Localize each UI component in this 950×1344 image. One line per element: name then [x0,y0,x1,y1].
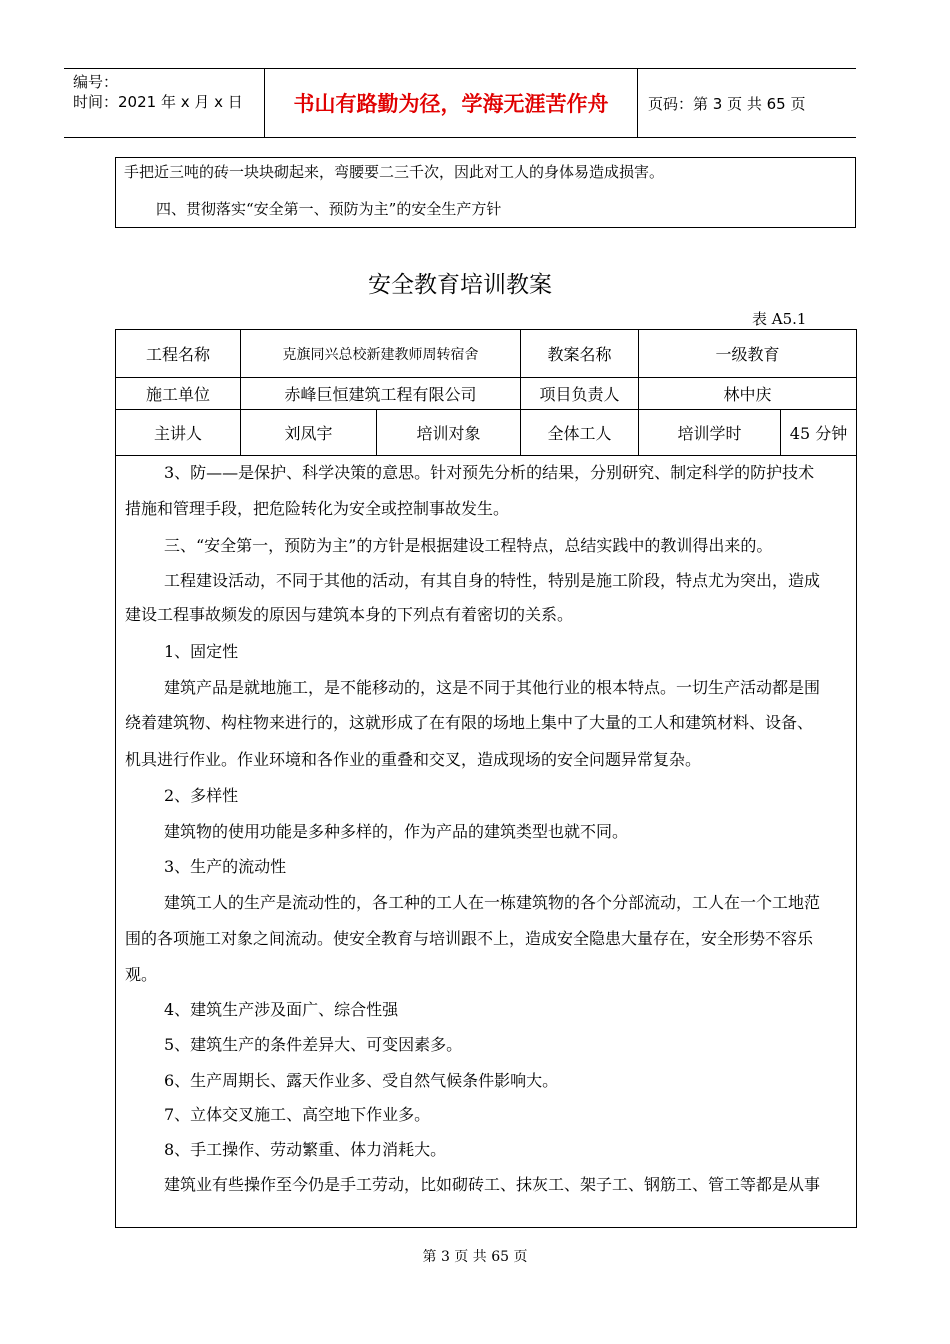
plan-name-value: 一级教育 [715,345,780,364]
header-meta [64,69,265,137]
content-line: 建筑工人的生产是流动性的，各工种的工人在一栋建筑物的各个分部流动，工人在一个工地范 [164,893,821,912]
content-line: 1、固定性 [164,642,239,661]
table-number: 表 A5.1 [752,310,807,328]
page-number-label: 页码：第 3 页 共 65 页 [648,94,806,113]
continuation-line: 手把近三吨的砖一块块砌起来，弯腰要二三千次，因此对工人的身体易造成损害。 [124,163,665,181]
target-label: 培训对象 [416,424,481,443]
speaker-value: 刘凤宇 [284,424,333,443]
page-header [64,68,856,138]
content-line: 建筑物的使用功能是多种多样的，作为产品的建筑类型也就不同。 [164,822,629,841]
code-label: 编号： [73,73,119,91]
content-line: 4、建筑生产涉及面广、综合性强 [164,1000,399,1019]
time-label: 时间：2021 年 x 月 x 日 [73,93,243,111]
training-plan-table [115,329,857,1228]
document-title: 安全教育培训教案 [368,272,552,298]
content-line: 3、防——是保护、科学决策的意思。针对预先分析的结果，分别研究、制定科学的防护技术 [164,463,815,482]
content-line: 建设工程事故频发的原因与建筑本身的下列点有着密切的关系。 [125,605,574,624]
content-line: 措施和管理手段，把危险转化为安全或控制事故发生。 [125,499,510,518]
plan-name-label: 教案名称 [547,345,612,364]
content-line: 绕着建筑物、构柱物来进行的，这就形成了在有限的场地上集中了大量的工人和建筑材料、设备、 [125,713,814,732]
speaker-label: 主讲人 [153,424,202,443]
content-line: 三、“安全第一，预防为主”的方针是根据建设工程特点，总结实践中的教训得出来的。 [164,536,773,555]
leader-value: 林中庆 [723,385,772,404]
unit-value: 赤峰巨恒建筑工程有限公司 [284,385,477,404]
leader-label: 项目负责人 [539,385,620,404]
hours-label: 培训学时 [677,424,742,443]
content-line: 围的各项施工对象之间流动。使安全教育与培训跟不上，造成安全隐患大量存在，安全形势不容乐 [125,929,814,948]
project-name-value: 克旗同兴总校新建教师周转宿舍 [282,346,479,363]
target-value: 全体工人 [547,424,612,443]
content-line: 建筑产品是就地施工，是不能移动的，这是不同于其他行业的根本特点。一切生产活动都是围 [164,678,821,697]
content-line: 8、手工操作、劳动繁重、体力消耗大。 [164,1140,447,1159]
continuation-box [115,157,856,228]
continuation-line: 四、贯彻落实“安全第一、预防为主”的安全生产方针 [156,200,502,218]
content-line: 建筑业有些操作至今仍是手工劳动，比如砌砖工、抹灰工、架子工、钢筋工、管工等都是从事 [164,1175,821,1194]
hours-value: 45 分钟 [789,424,848,443]
page-footer: 第 3 页 共 65 页 [422,1249,528,1265]
motto: 书山有路勤为径，学海无涯苦作舟 [265,69,638,137]
content-line: 5、建筑生产的条件差异大、可变因素多。 [164,1035,463,1054]
content-line: 观。 [125,965,158,984]
project-name-label: 工程名称 [145,345,210,364]
content-line: 工程建设活动，不同于其他的活动，有其自身的特性，特别是施工阶段，特点尤为突出，造成 [164,571,821,590]
unit-label: 施工单位 [145,385,210,404]
content-line: 3、生产的流动性 [164,857,287,876]
content-line: 7、立体交叉施工、高空地下作业多。 [164,1105,431,1124]
content-line: 机具进行作业。作业环境和各作业的重叠和交叉，造成现场的安全问题异常复杂。 [125,750,702,769]
content-line: 6、生产周期长、露天作业多、受自然气候条件影响大。 [164,1071,559,1090]
content-line: 2、多样性 [164,786,239,805]
